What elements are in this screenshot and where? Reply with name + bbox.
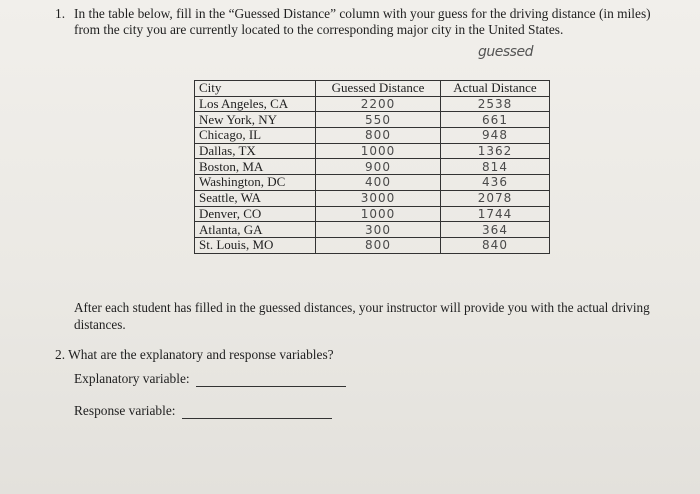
city-cell: Boston, MA bbox=[195, 159, 316, 175]
guessed-cell[interactable]: 300 bbox=[316, 222, 441, 238]
question-2 bbox=[55, 347, 334, 363]
table-row bbox=[195, 237, 550, 253]
guessed-cell[interactable]: 2200 bbox=[316, 96, 441, 112]
question-1 bbox=[55, 6, 680, 38]
response-label: Response variable: bbox=[74, 403, 176, 418]
response-row bbox=[74, 403, 332, 419]
table-row bbox=[195, 128, 550, 144]
explanatory-row bbox=[74, 371, 346, 387]
question-2-text: What are the explanatory and response variables? bbox=[68, 347, 334, 362]
table-row bbox=[195, 143, 550, 159]
guessed-cell[interactable]: 550 bbox=[316, 112, 441, 128]
header-city: City bbox=[195, 81, 316, 97]
header-guessed-distance: Guessed Distance bbox=[316, 81, 441, 97]
guessed-cell[interactable]: 1000 bbox=[316, 206, 441, 222]
city-cell: Chicago, IL bbox=[195, 128, 316, 144]
instructions-paragraph: After each student has filled in the guessed distances, your instructor will provide you with the actual driving distances. bbox=[74, 300, 650, 332]
actual-cell[interactable]: 814 bbox=[441, 159, 550, 175]
guessed-cell[interactable]: 3000 bbox=[316, 190, 441, 206]
city-cell: Washington, DC bbox=[195, 175, 316, 191]
table-row bbox=[195, 112, 550, 128]
table-row bbox=[195, 96, 550, 112]
city-cell: Dallas, TX bbox=[195, 143, 316, 159]
city-cell: Atlanta, GA bbox=[195, 222, 316, 238]
actual-cell[interactable]: 436 bbox=[441, 175, 550, 191]
city-cell: Los Angeles, CA bbox=[195, 96, 316, 112]
question-1-number: 1. bbox=[55, 6, 66, 21]
guessed-cell[interactable]: 800 bbox=[316, 128, 441, 144]
question-1-text: In the table below, fill in the “Guessed Distance” column with your guess for the driving distance (in miles) from the city you are currently located to the corresponding major city in the United States. bbox=[74, 6, 651, 37]
actual-cell[interactable]: 661 bbox=[441, 112, 550, 128]
city-cell: New York, NY bbox=[195, 112, 316, 128]
question-2-number: 2. bbox=[55, 347, 66, 362]
actual-cell[interactable]: 2538 bbox=[441, 96, 550, 112]
actual-cell[interactable]: 948 bbox=[441, 128, 550, 144]
actual-cell[interactable]: 2078 bbox=[441, 190, 550, 206]
handwritten-note: guessed bbox=[478, 44, 533, 60]
response-answer-line[interactable] bbox=[182, 404, 332, 419]
city-cell: Denver, CO bbox=[195, 206, 316, 222]
actual-cell[interactable]: 1362 bbox=[441, 143, 550, 159]
guessed-cell[interactable]: 800 bbox=[316, 237, 441, 253]
table-row bbox=[195, 206, 550, 222]
table-row bbox=[195, 190, 550, 206]
actual-cell[interactable]: 1744 bbox=[441, 206, 550, 222]
table-header-row bbox=[195, 81, 550, 97]
explanatory-answer-line[interactable] bbox=[196, 372, 346, 387]
city-cell: St. Louis, MO bbox=[195, 237, 316, 253]
table-row bbox=[195, 222, 550, 238]
actual-cell[interactable]: 364 bbox=[441, 222, 550, 238]
distance-table bbox=[194, 80, 550, 254]
table-row bbox=[195, 159, 550, 175]
city-cell: Seattle, WA bbox=[195, 190, 316, 206]
header-actual-distance: Actual Distance bbox=[441, 81, 550, 97]
guessed-cell[interactable]: 900 bbox=[316, 159, 441, 175]
guessed-cell[interactable]: 1000 bbox=[316, 143, 441, 159]
actual-cell[interactable]: 840 bbox=[441, 237, 550, 253]
guessed-cell[interactable]: 400 bbox=[316, 175, 441, 191]
table-row bbox=[195, 175, 550, 191]
explanatory-label: Explanatory variable: bbox=[74, 371, 190, 386]
